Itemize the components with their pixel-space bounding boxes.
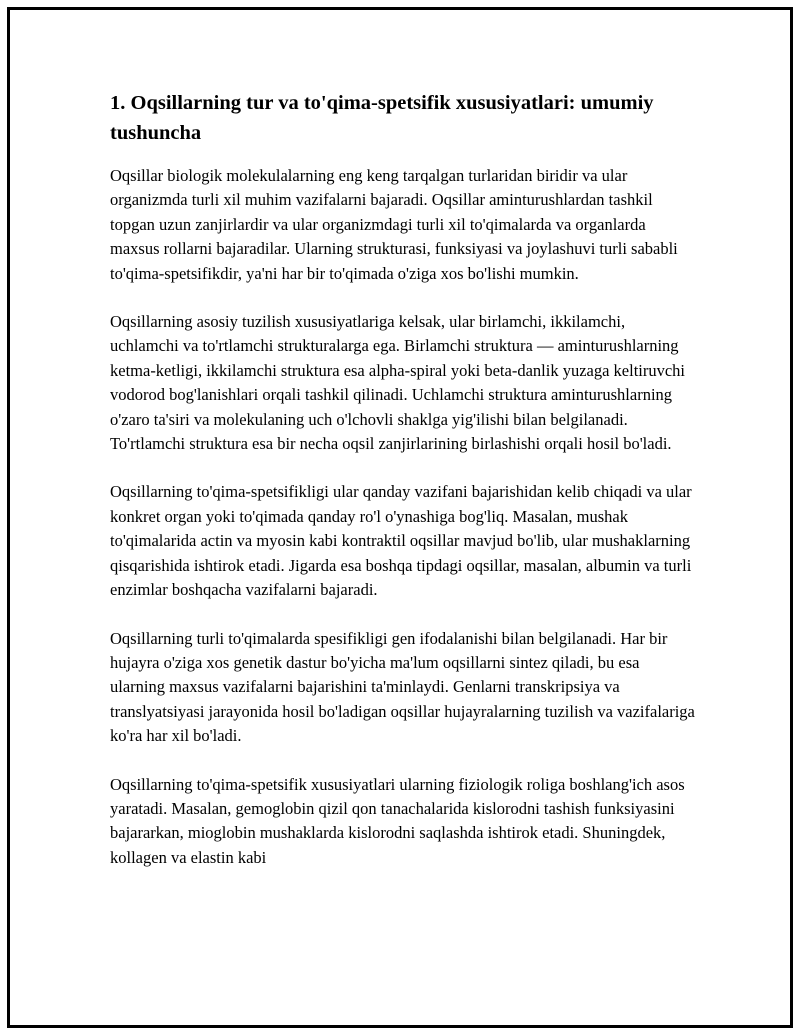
paragraph-1: Oqsillar biologik molekulalarning eng keng tarqalgan turlaridan biridir va ular organizmda turli xil muhim vazifalarni bajaradi. Oqsillar aminturushlardan tashkil topgan uzun zanjirlardir va ular organizmdagi turli xil to'qimalarda va organlarda maxsus rollarni bajaradilar. Ularning strukturasi, funksiyasi va joylashuvi turli sababli to'qima-spetsifikdir, ya'ni har bir to'qimada o'ziga xos bo'lishi mumkin. xyxy=(110,166,678,283)
document-body xyxy=(110,88,695,894)
paragraph-5: Oqsillarning to'qima-spetsifik xususiyatlari ularning fiziologik roliga boshlang'ich asos yaratadi. Masalan, gemoglobin qizil qon tanachalarida kislorodni tashish funksiyasini bajararkan, mioglobin mushaklarda kislorodni saqlashda ishtirok etadi. Shuningdek, kollagen va elastin kabi xyxy=(110,774,685,867)
paragraph-3: Oqsillarning to'qima-spetsifikligi ular qanday vazifani bajarishidan kelib chiqadi va ular konkret organ yoki to'qimada qanday ro'l o'ynashiga bog'liq. Masalan, mushak to'qimalarida actin va myosin kabi kontraktil oqsillar mavjud bo'lib, ular mushaklarning qisqarishida ishtirok etadi. Jigarda esa boshqa tipdagi oqsillar, masalan, albumin va turli enzimlar boshqacha vazifalarni bajaradi. xyxy=(110,482,692,600)
section-heading: 1. Oqsillarning tur va to'qima-spetsifik xususiyatlari: umumiy tushuncha xyxy=(110,92,654,144)
paragraph-2: Oqsillarning asosiy tuzilish xususiyatlariga kelsak, ular birlamchi, ikkilamchi, uchlamchi va to'rtlamchi strukturalarga ega. Birlamchi struktura — aminturushlarning ketma-ketligi, ikkilamchi struktura esa alpha-spiral yoki beta-danlik yuzaga keltiruvchi vodorod bog'lanishlari orqali tashkil qilinadi. Uchlamchi struktura aminturushlarning o'zaro ta'siri va molekulaning uch o'lchovli shaklga yig'ilishi bilan belgilanadi. To'rtlamchi struktura esa bir necha oqsil zanjirlarining birlashishi orqali hosil bo'ladi. xyxy=(110,312,686,454)
paragraph-4: Oqsillarning turli to'qimalarda spesifikligi gen ifodalanishi bilan belgilanadi. Har bir hujayra o'ziga xos genetik dastur bo'yicha ma'lum oqsillarni sintez qiladi, bu esa ularning maxsus vazifalarni bajarishini ta'minlaydi. Genlarni transkripsiya va translyatsiyasi jarayonida hosil bo'ladigan oqsillar hujayralarning tuzilish va vazifalariga ko'ra har xil bo'ladi. xyxy=(110,628,695,746)
